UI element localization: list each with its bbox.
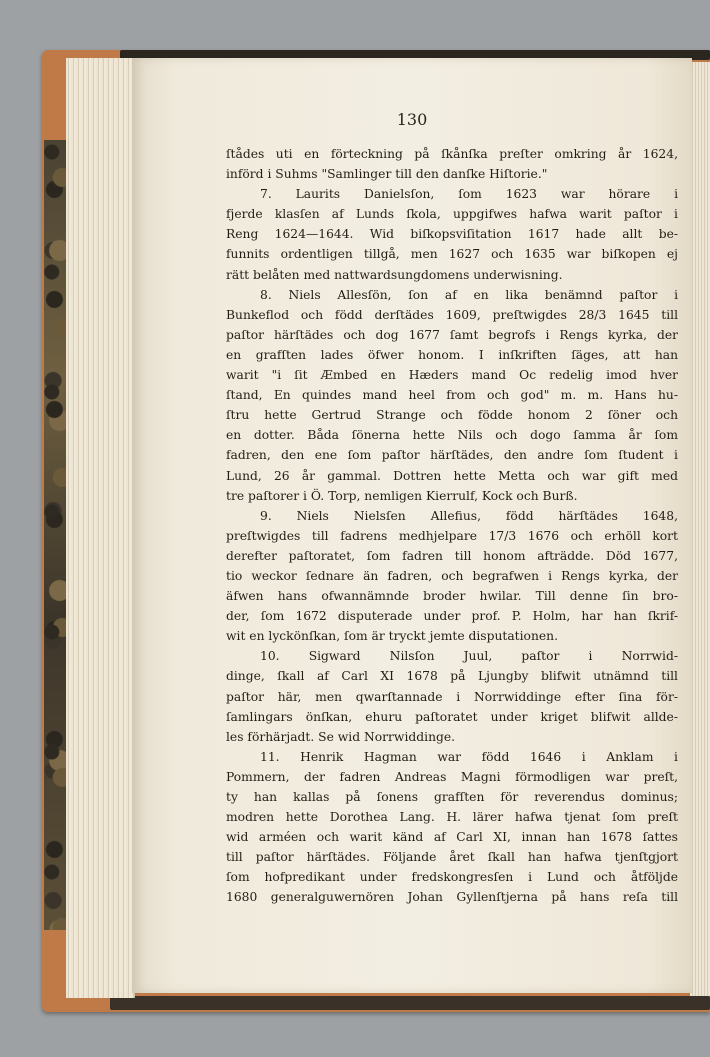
text-line: 8. Niels Allesſön, ſon af en lika benämnd paſtor i (260, 287, 678, 302)
page-text (226, 144, 678, 908)
text-line: Pommern, der fadren Andreas Magni förmodligen war preſt, (226, 769, 678, 784)
text-line: ſtådes uti en förteckning på ſkånſka preſter omkring år 1624, (226, 147, 678, 161)
text-line: tre paſtorer i Ö. Torp, nemligen Kierrulf, Kock och Burß. (226, 488, 578, 503)
text-line: wid arméen och warit känd af Carl XI, innan han 1678 ſattes (226, 830, 678, 845)
text-line: les förhärjadt. Se wid Norrwiddinge. (226, 729, 456, 744)
text-line: preſtwigdes till fadrens medhjelpare 17/3 1676 och erhöll kort (226, 528, 678, 543)
text-line: fadren, den ene ſom paſtor härſtädes, den andre ſom ſtudent i (226, 448, 678, 463)
text-line: 7. Laurits Danielsſon, ſom 1623 war hörare i (260, 187, 678, 202)
text-line: 1680 generalguwernören Johan Gyllenſtjerna på hans reſa till (226, 890, 678, 905)
text-line: en dotter. Båda ſönerna hette Nils och dogo ſamma år ſom (226, 428, 678, 443)
text-line: Lund, 26 år gammal. Dottren hette Metta och war gift med (226, 468, 678, 483)
text-line: 10. Sigward Nilsſon Juul, paſtor i Norrwid- (260, 649, 678, 664)
text-line: modren hette Dorothea Lang. H. lärer hafwa tjenat ſom preſt (226, 810, 678, 825)
text-line: en grafſten lades öfwer honom. I inſkriften ſäges, att han (226, 347, 678, 362)
page-block-left (66, 58, 135, 998)
text-line: derefter paſtoratet, ſom fadren till honom afträdde. Död 1677, (226, 548, 678, 563)
text-line: införd i Suhms "Samlinger till den danſke Hiſtorie." (226, 167, 548, 182)
text-line: ſtand, En quindes mand heel from och god" m. m. Hans hu- (226, 388, 678, 403)
text-line: wit en lyckönſkan, ſom är tryckt jemte disputationen. (226, 629, 558, 644)
book-bottom-edge (110, 996, 710, 1010)
text-line: ſamlingars önſkan, ehuru paſtoratet under kriget blifwit allde- (226, 709, 678, 724)
text-line: ſom hofpredikant under fredskongresſen i Lund och åtföljde (226, 870, 678, 885)
text-line: funnits ordentligen tillgå, men 1627 och 1635 war biſkopen ej (226, 247, 678, 262)
page-block-right (690, 62, 710, 996)
text-line: till paſtor härſtädes. Följande året ſkall han hafwa tjenſtgjort (226, 850, 678, 865)
text-line: der, ſom 1672 disputerade under prof. P. Holm, har han ſkrif- (226, 609, 678, 624)
text-line: paſtor härſtädes och dog 1677 ſamt begrofs i Rengs kyrka, der (226, 327, 678, 342)
text-line: 9. Niels Nielsſen Allefius, född härſtädes 1648, (260, 508, 678, 523)
text-line: warit "i ſit Æmbed en Hæders mand Oc redelig imod hver (226, 368, 678, 383)
text-line: fjerde klasſen af Lunds ſkola, uppgifwes hafwa warit paſtor i (226, 207, 678, 222)
text-line: Reng 1624—1644. Wid biſkopsviſitation 1617 hade allt be- (226, 227, 678, 242)
page-number: 130 (396, 110, 428, 129)
book-page (132, 58, 692, 993)
text-line: Bunkeflod och född derſtädes 1609, preſtwigdes 28/3 1645 till (226, 307, 678, 322)
text-line: äfwen hans ofwannämnde broder hwilar. Till denne ſin bro- (226, 589, 678, 604)
text-line: 11. Henrik Hagman war född 1646 i Anklam i (260, 749, 678, 764)
text-line: ty han kallas på ſonens grafſten för reverendus dominus; (226, 790, 678, 804)
text-line: dinge, ſkall af Carl XI 1678 på Ljungby blifwit utnämnd till (226, 669, 678, 684)
text-line: paſtor här, men qwarſtannade i Norrwiddinge efter ſina för- (226, 689, 678, 704)
text-line: tio weckor ſednare än fadren, och begrafwen i Rengs kyrka, der (226, 568, 678, 583)
text-line: ſtru hette Gertrud Strange och födde honom 2 ſöner och (226, 408, 678, 423)
text-line: rätt belåten med nattwardsungdomens underwisning. (226, 267, 563, 282)
